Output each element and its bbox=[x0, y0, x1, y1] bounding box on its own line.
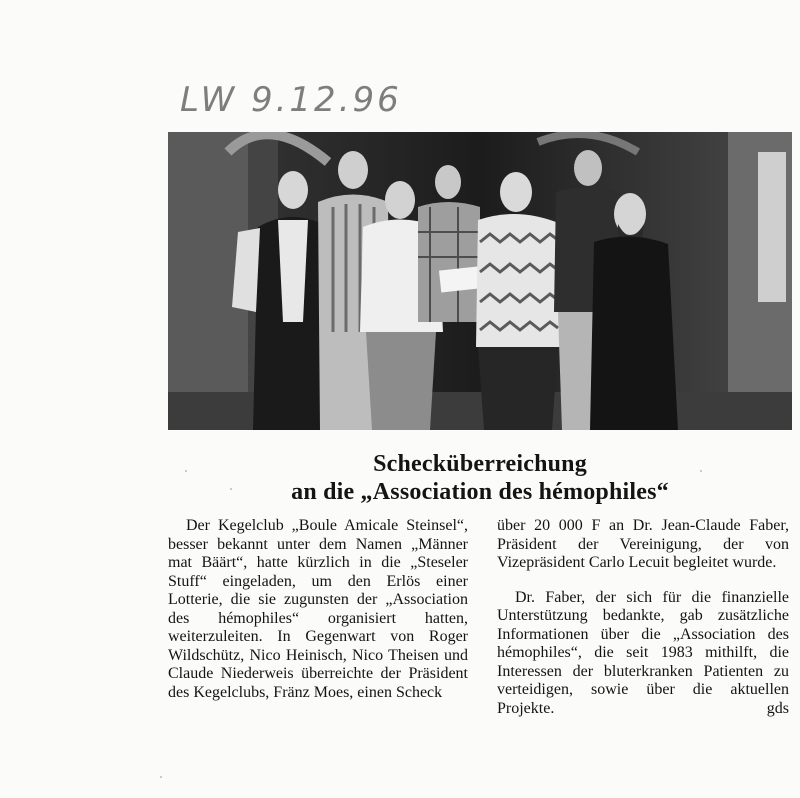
left-column-text: Der Kegelclub „Boule Amicale Steinsel“, besser bekannt unter dem Namen „Männer mat Bäärt“, hatte kürzlich in die „Steseler Stuff“ eingeladen, um den Erlös einer Lotterie, die sie zugunsten der „Association des hémophiles“ organisiert hatten, weiterzuleiten. In Gegenwart von Roger Wildschütz, Nico Heinisch, Nico Theisen und Claude Niederweis überreichte der Präsident des Kegelclubs, Fränz Moes, einen Scheck bbox=[168, 517, 468, 701]
photograph-icon bbox=[168, 132, 792, 430]
right-column-paragraph-1: über 20 000 F an Dr. Jean-Claude Faber, Präsident der Vereinigung, der von Vizepräsident Carlo Lecuit begleitet wurde. bbox=[497, 517, 789, 572]
headline bbox=[170, 450, 790, 506]
article-left-column bbox=[168, 517, 468, 702]
handwritten-date: LW 9.12.96 bbox=[180, 80, 402, 120]
scan-speck bbox=[230, 488, 232, 490]
scan-speck bbox=[185, 470, 187, 472]
right-column-paragraph-2-text: Dr. Faber, der sich für die finanzielle Unterstützung bedankte, gab zusätzliche Informationen über die „Association des hémophiles“, die seit 1983 mithilft, die Interessen der bluterkranken Patienten zu verteidigen, sowie über die aktuellen Projekte. bbox=[497, 588, 789, 717]
scan-speck bbox=[700, 470, 702, 472]
headline-line-2: an die „Association des hémophiles“ bbox=[291, 479, 669, 505]
article-right-column bbox=[497, 517, 789, 718]
scan-speck bbox=[160, 776, 162, 778]
news-photo bbox=[168, 132, 792, 430]
right-column-paragraph-2 bbox=[497, 589, 789, 719]
author-signature: gds bbox=[766, 699, 789, 717]
headline-line-1: Schecküberreichung bbox=[373, 451, 587, 477]
